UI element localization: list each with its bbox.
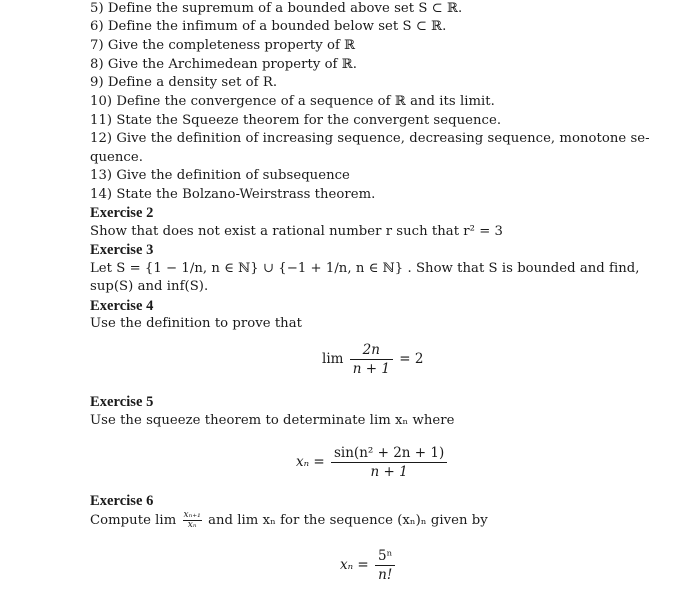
- question-11: 11) State the Squeeze theorem for the convergent sequence.: [90, 113, 502, 128]
- exercise-3-line2: sup(S) and inf(S).: [90, 279, 209, 294]
- exercise-2-text: Show that does not exist a rational number r such that r² = 3: [90, 224, 503, 239]
- exercise-5-equation: [296, 445, 449, 480]
- fraction-numerator: 5ⁿ: [375, 548, 395, 566]
- ratio-numerator: xₙ₊₁: [183, 510, 201, 520]
- question-12-line2: quence.: [90, 150, 143, 165]
- ratio-denominator: xₙ: [187, 520, 197, 530]
- question-10: 10) Define the convergence of a sequence of ℝ and its limit.: [90, 94, 495, 109]
- fraction-numerator: sin(n² + 2n + 1): [331, 445, 447, 463]
- question-13: 13) Give the definition of subsequence: [90, 168, 350, 183]
- question-8: 8) Give the Archimedean property of ℝ.: [90, 57, 357, 72]
- exercise-3-heading: Exercise 3: [90, 242, 154, 258]
- question-6: 6) Define the infimum of a bounded below set S ⊂ ℝ.: [90, 19, 447, 34]
- exercise-6-equation: [340, 548, 397, 583]
- exercise-5-heading: Exercise 5: [90, 394, 154, 410]
- equation-lhs: xₙ =: [340, 557, 369, 573]
- equation-rhs: = 2: [399, 351, 424, 367]
- fraction: [350, 342, 393, 377]
- fraction-numerator: 2n: [350, 342, 393, 360]
- exercise-3-line1: Let S = {1 − 1/n, n ∈ ℕ} ∪ {−1 + 1/n, n ∈ ℕ} . Show that S is bounded and find,: [90, 261, 640, 276]
- fraction-denominator: n!: [378, 567, 393, 583]
- exercise-6-text: [90, 511, 488, 530]
- fraction-denominator: n + 1: [370, 464, 408, 480]
- exercise-5-text: Use the squeeze theorem to determinate lim xₙ where: [90, 413, 455, 428]
- sequence-text: and lim xₙ for the sequence (xₙ)ₙ given by: [208, 513, 488, 528]
- compute-lim-text: Compute lim: [90, 513, 177, 528]
- question-12-line1: 12) Give the definition of increasing sequence, decreasing sequence, monotone se-: [90, 131, 650, 146]
- question-9: 9) Define a density set of R.: [90, 75, 278, 90]
- question-14: 14) State the Bolzano-Weirstrass theorem.: [90, 187, 376, 202]
- equation-lhs: xₙ =: [296, 454, 325, 470]
- exercise-6-heading: Exercise 6: [90, 493, 154, 509]
- question-5: 5) Define the supremum of a bounded above set S ⊂ ℝ.: [90, 1, 463, 16]
- exercise-4-equation: [322, 342, 423, 377]
- limit-operator: lim: [322, 351, 344, 367]
- exercise-2-heading: Exercise 2: [90, 205, 154, 221]
- exercise-4-text: Use the definition to prove that: [90, 316, 302, 331]
- fraction: [331, 445, 447, 480]
- question-7: 7) Give the completeness property of ℝ: [90, 38, 356, 53]
- fraction: [375, 548, 395, 583]
- exercise-4-heading: Exercise 4: [90, 298, 154, 314]
- ratio-fraction: [183, 511, 202, 530]
- fraction-denominator: n + 1: [352, 361, 390, 377]
